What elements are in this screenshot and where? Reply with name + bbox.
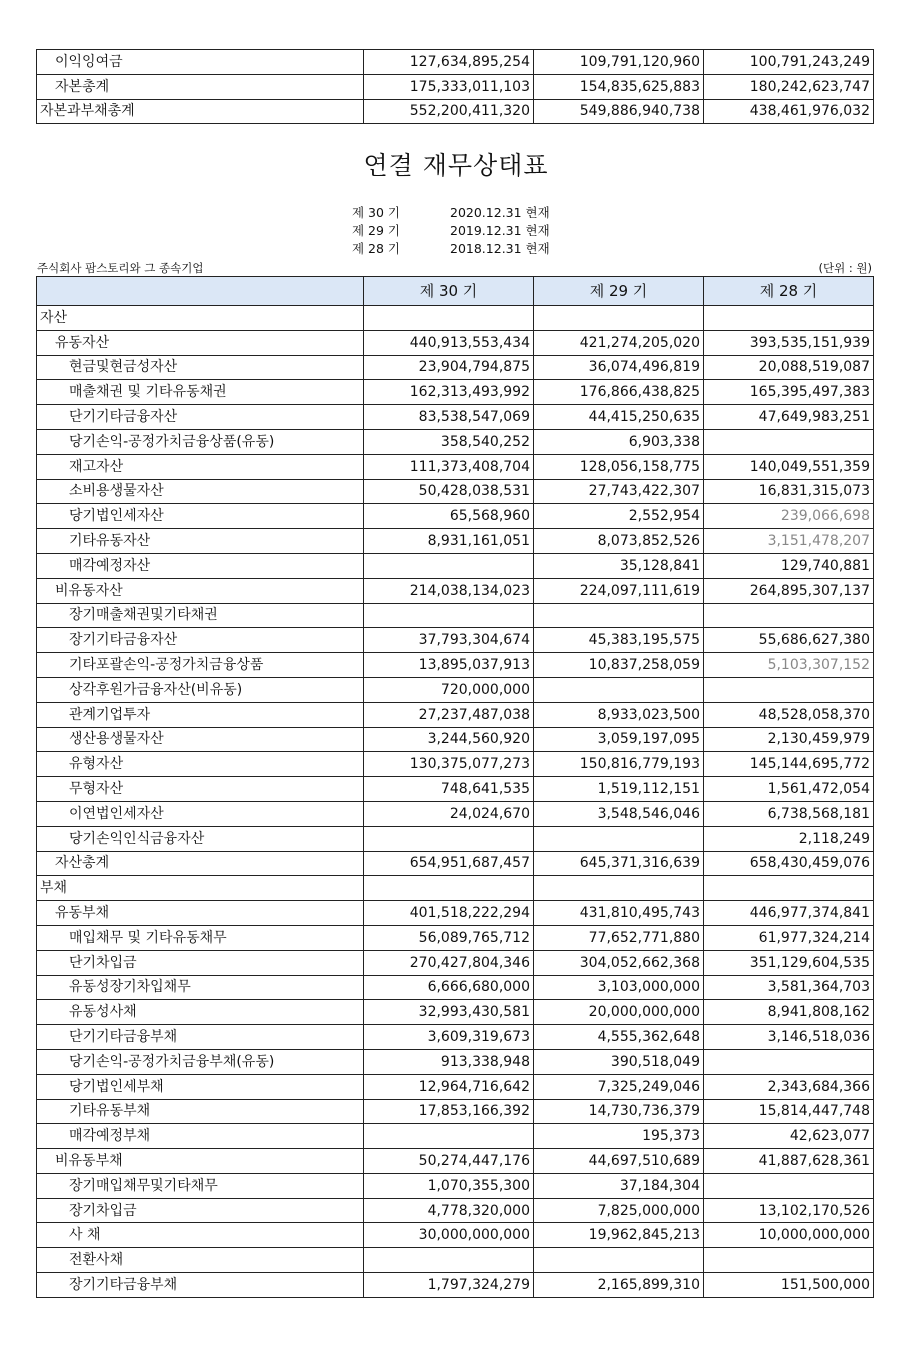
value-period-28: 351,129,604,535 [704, 950, 874, 975]
value-period-30: 440,913,553,434 [364, 330, 534, 355]
value-period-29: 4,555,362,648 [534, 1025, 704, 1050]
value-period-28: 47,649,983,251 [704, 405, 874, 430]
period-label: 제 29 기 [352, 223, 401, 238]
table-row [37, 975, 874, 1000]
value-period-29: 8,073,852,526 [534, 529, 704, 554]
value-period-28: 140,049,551,359 [704, 454, 874, 479]
table-row [37, 405, 874, 430]
table-row [37, 925, 874, 950]
value-period-30: 50,274,447,176 [364, 1149, 534, 1174]
value-period-28 [704, 429, 874, 454]
row-label: 유동자산 [37, 330, 364, 355]
table-row [37, 752, 874, 777]
value-period-30: 83,538,547,069 [364, 405, 534, 430]
value-period-30: 654,951,687,457 [364, 851, 534, 876]
period-list [352, 204, 550, 258]
value-period-30 [364, 826, 534, 851]
value-period-29 [534, 826, 704, 851]
value-period-29: 150,816,779,193 [534, 752, 704, 777]
value-period-28: 2,118,249 [704, 826, 874, 851]
row-label: 단기기타금융부채 [37, 1025, 364, 1050]
value-period-28: 5,103,307,152 [704, 653, 874, 678]
table-row [37, 529, 874, 554]
value-period-29: 10,837,258,059 [534, 653, 704, 678]
value-period-29 [534, 677, 704, 702]
row-label: 단기기타금융자산 [37, 405, 364, 430]
value-period-29: 304,052,662,368 [534, 950, 704, 975]
row-label: 자산 [37, 306, 364, 331]
value-period-30 [364, 1248, 534, 1273]
value-period-30: 162,313,493,992 [364, 380, 534, 405]
table-row [37, 50, 874, 75]
row-label: 사 채 [37, 1223, 364, 1248]
row-label: 상각후원가금융자산(비유동) [37, 677, 364, 702]
row-label: 장기차입금 [37, 1198, 364, 1223]
value-period-28 [704, 603, 874, 628]
value-period-29 [534, 603, 704, 628]
value-period-29: 195,373 [534, 1124, 704, 1149]
table-row [37, 653, 874, 678]
table-row [37, 1074, 874, 1099]
value-period-28: 151,500,000 [704, 1273, 874, 1298]
row-label: 당기손익-공정가치금융부채(유동) [37, 1049, 364, 1074]
value-period-28 [704, 1173, 874, 1198]
value-period-30 [364, 603, 534, 628]
value-period-28: 2,130,459,979 [704, 727, 874, 752]
row-label: 비유동자산 [37, 578, 364, 603]
value-period-30: 1,070,355,300 [364, 1173, 534, 1198]
value-period-30 [364, 1124, 534, 1149]
value-period-29: 35,128,841 [534, 553, 704, 578]
row-label: 현금및현금성자산 [37, 355, 364, 380]
header-row [37, 277, 874, 306]
value-period-29: 549,886,940,738 [534, 99, 704, 124]
value-period-30: 32,993,430,581 [364, 1000, 534, 1025]
value-period-28: 165,395,497,383 [704, 380, 874, 405]
value-period-28: 16,831,315,073 [704, 479, 874, 504]
row-label: 재고자산 [37, 454, 364, 479]
table-row [37, 1173, 874, 1198]
value-period-29: 44,415,250,635 [534, 405, 704, 430]
statement-title: 연결 재무상태표 [363, 151, 549, 180]
value-period-29: 2,552,954 [534, 504, 704, 529]
value-period-29: 45,383,195,575 [534, 628, 704, 653]
row-label: 매출채권 및 기타유동채권 [37, 380, 364, 405]
value-period-30: 8,931,161,051 [364, 529, 534, 554]
value-period-28: 264,895,307,137 [704, 578, 874, 603]
table-row [37, 504, 874, 529]
header-period-28: 제 28 기 [704, 277, 874, 306]
row-label: 장기매출채권및기타채권 [37, 603, 364, 628]
value-period-29: 421,274,205,020 [534, 330, 704, 355]
value-period-30: 130,375,077,273 [364, 752, 534, 777]
row-label: 부채 [37, 876, 364, 901]
row-label: 유동성사채 [37, 1000, 364, 1025]
value-period-28: 2,343,684,366 [704, 1074, 874, 1099]
table-row [37, 1000, 874, 1025]
value-period-28: 20,088,519,087 [704, 355, 874, 380]
value-period-30: 30,000,000,000 [364, 1223, 534, 1248]
table-row [37, 553, 874, 578]
row-label: 소비용생물자산 [37, 479, 364, 504]
period-label: 제 30 기 [352, 205, 401, 220]
table-row [37, 950, 874, 975]
row-label: 당기손익-공정가치금융상품(유동) [37, 429, 364, 454]
value-period-29: 1,519,112,151 [534, 777, 704, 802]
value-period-30: 401,518,222,294 [364, 901, 534, 926]
row-label: 장기기타금융부채 [37, 1273, 364, 1298]
value-period-28: 10,000,000,000 [704, 1223, 874, 1248]
row-label: 유동부채 [37, 901, 364, 926]
table-row [37, 1223, 874, 1248]
table-row [37, 1049, 874, 1074]
value-period-29: 390,518,049 [534, 1049, 704, 1074]
table-row [37, 801, 874, 826]
row-label: 생산용생물자산 [37, 727, 364, 752]
value-period-28: 129,740,881 [704, 553, 874, 578]
value-period-29: 36,074,496,819 [534, 355, 704, 380]
value-period-28: 41,887,628,361 [704, 1149, 874, 1174]
table-row [37, 727, 874, 752]
value-period-30: 6,666,680,000 [364, 975, 534, 1000]
row-label: 이연법인세자산 [37, 801, 364, 826]
value-period-29: 2,165,899,310 [534, 1273, 704, 1298]
value-period-28: 3,581,364,703 [704, 975, 874, 1000]
row-label: 장기기타금융자산 [37, 628, 364, 653]
value-period-29: 128,056,158,775 [534, 454, 704, 479]
value-period-30: 552,200,411,320 [364, 99, 534, 124]
value-period-29: 224,097,111,619 [534, 578, 704, 603]
value-period-29: 14,730,736,379 [534, 1099, 704, 1124]
value-period-28: 15,814,447,748 [704, 1099, 874, 1124]
value-period-30: 3,244,560,920 [364, 727, 534, 752]
value-period-28: 658,430,459,076 [704, 851, 874, 876]
table-row [37, 1025, 874, 1050]
value-period-29: 3,548,546,046 [534, 801, 704, 826]
value-period-28: 446,977,374,841 [704, 901, 874, 926]
value-period-28: 48,528,058,370 [704, 702, 874, 727]
period-date: 2018.12.31 현재 [450, 241, 550, 256]
value-period-28: 100,791,243,249 [704, 50, 874, 75]
table-row [37, 876, 874, 901]
value-period-28 [704, 1049, 874, 1074]
value-period-30: 175,333,011,103 [364, 74, 534, 99]
value-period-28: 8,941,808,162 [704, 1000, 874, 1025]
value-period-28: 13,102,170,526 [704, 1198, 874, 1223]
value-period-28 [704, 876, 874, 901]
row-label: 매각예정부채 [37, 1124, 364, 1149]
header-blank-cell [37, 277, 364, 306]
value-period-30: 27,237,487,038 [364, 702, 534, 727]
value-period-30: 270,427,804,346 [364, 950, 534, 975]
period-label: 제 28 기 [352, 241, 401, 256]
table-row [37, 901, 874, 926]
value-period-28: 438,461,976,032 [704, 99, 874, 124]
value-period-30: 3,609,319,673 [364, 1025, 534, 1050]
top-balance-table [36, 49, 874, 124]
row-label: 기타유동자산 [37, 529, 364, 554]
row-label: 매각예정자산 [37, 553, 364, 578]
row-label: 유형자산 [37, 752, 364, 777]
table-row [37, 99, 874, 124]
header-period-30: 제 30 기 [364, 277, 534, 306]
value-period-29: 7,825,000,000 [534, 1198, 704, 1223]
period-date: 2020.12.31 현재 [450, 205, 550, 220]
value-period-29: 20,000,000,000 [534, 1000, 704, 1025]
value-period-29: 645,371,316,639 [534, 851, 704, 876]
value-period-30: 23,904,794,875 [364, 355, 534, 380]
table-row [37, 826, 874, 851]
value-period-29: 7,325,249,046 [534, 1074, 704, 1099]
row-label: 자본과부채총계 [37, 99, 364, 124]
value-period-28: 180,242,623,747 [704, 74, 874, 99]
value-period-30: 111,373,408,704 [364, 454, 534, 479]
value-period-29: 77,652,771,880 [534, 925, 704, 950]
value-period-30: 4,778,320,000 [364, 1198, 534, 1223]
value-period-30: 12,964,716,642 [364, 1074, 534, 1099]
header-period-29: 제 29 기 [534, 277, 704, 306]
value-period-29: 3,059,197,095 [534, 727, 704, 752]
table-row [37, 380, 874, 405]
value-period-30: 13,895,037,913 [364, 653, 534, 678]
table-row [37, 1198, 874, 1223]
table-row [37, 429, 874, 454]
period-date: 2019.12.31 현재 [450, 223, 550, 238]
table-row [37, 306, 874, 331]
value-period-29: 109,791,120,960 [534, 50, 704, 75]
table-row [37, 677, 874, 702]
period-row [352, 204, 550, 222]
value-period-30 [364, 876, 534, 901]
table-row [37, 1099, 874, 1124]
row-label: 당기손익인식금융자산 [37, 826, 364, 851]
value-period-28 [704, 1248, 874, 1273]
row-label: 관계기업투자 [37, 702, 364, 727]
table-row [37, 851, 874, 876]
value-period-29: 154,835,625,883 [534, 74, 704, 99]
row-label: 자산총계 [37, 851, 364, 876]
table-row [37, 454, 874, 479]
value-period-28: 6,738,568,181 [704, 801, 874, 826]
period-row [352, 240, 550, 258]
value-period-30: 65,568,960 [364, 504, 534, 529]
value-period-28: 61,977,324,214 [704, 925, 874, 950]
value-period-30: 748,641,535 [364, 777, 534, 802]
row-label: 전환사채 [37, 1248, 364, 1273]
value-period-29: 44,697,510,689 [534, 1149, 704, 1174]
table-row [37, 578, 874, 603]
value-period-29 [534, 1248, 704, 1273]
row-label: 자본총계 [37, 74, 364, 99]
value-period-29 [534, 876, 704, 901]
value-period-30: 37,793,304,674 [364, 628, 534, 653]
table-row [37, 355, 874, 380]
table-row [37, 603, 874, 628]
value-period-29: 27,743,422,307 [534, 479, 704, 504]
value-period-30: 127,634,895,254 [364, 50, 534, 75]
row-label: 비유동부채 [37, 1149, 364, 1174]
value-period-29: 431,810,495,743 [534, 901, 704, 926]
value-period-28: 1,561,472,054 [704, 777, 874, 802]
value-period-29: 37,184,304 [534, 1173, 704, 1198]
table-row [37, 777, 874, 802]
value-period-30: 56,089,765,712 [364, 925, 534, 950]
row-label: 단기차입금 [37, 950, 364, 975]
value-period-29: 176,866,438,825 [534, 380, 704, 405]
row-label: 당기법인세부채 [37, 1074, 364, 1099]
value-period-30: 24,024,670 [364, 801, 534, 826]
table-row [37, 1124, 874, 1149]
row-label: 유동성장기차입채무 [37, 975, 364, 1000]
row-label: 기타포괄손익-공정가치금융상품 [37, 653, 364, 678]
value-period-30: 720,000,000 [364, 677, 534, 702]
value-period-28: 393,535,151,939 [704, 330, 874, 355]
row-label: 장기매입채무및기타채무 [37, 1173, 364, 1198]
value-period-29 [534, 306, 704, 331]
table-row [37, 702, 874, 727]
value-period-30: 1,797,324,279 [364, 1273, 534, 1298]
table-row [37, 330, 874, 355]
value-period-28: 55,686,627,380 [704, 628, 874, 653]
row-label: 무형자산 [37, 777, 364, 802]
value-period-30: 358,540,252 [364, 429, 534, 454]
value-period-28: 3,146,518,036 [704, 1025, 874, 1050]
table-row [37, 1248, 874, 1273]
value-period-28 [704, 306, 874, 331]
value-period-28 [704, 677, 874, 702]
table-row [37, 628, 874, 653]
value-period-28: 145,144,695,772 [704, 752, 874, 777]
balance-sheet-table [36, 276, 874, 1298]
table-row [37, 1149, 874, 1174]
value-period-28: 239,066,698 [704, 504, 874, 529]
value-period-30: 214,038,134,023 [364, 578, 534, 603]
value-period-28: 3,151,478,207 [704, 529, 874, 554]
period-row [352, 222, 550, 240]
value-period-29: 6,903,338 [534, 429, 704, 454]
value-period-30 [364, 306, 534, 331]
value-period-30: 17,853,166,392 [364, 1099, 534, 1124]
row-label: 매입채무 및 기타유동채무 [37, 925, 364, 950]
table-row [37, 1273, 874, 1298]
unit-label: (단위 : 원) [818, 261, 872, 275]
value-period-29: 19,962,845,213 [534, 1223, 704, 1248]
value-period-29: 8,933,023,500 [534, 702, 704, 727]
value-period-29: 3,103,000,000 [534, 975, 704, 1000]
table-row [37, 74, 874, 99]
row-label: 이익잉여금 [37, 50, 364, 75]
table-row [37, 479, 874, 504]
value-period-30: 50,428,038,531 [364, 479, 534, 504]
company-name: 주식회사 팜스토리와 그 종속기업 [37, 261, 204, 275]
value-period-30: 913,338,948 [364, 1049, 534, 1074]
value-period-30 [364, 553, 534, 578]
row-label: 기타유동부채 [37, 1099, 364, 1124]
row-label: 당기법인세자산 [37, 504, 364, 529]
value-period-28: 42,623,077 [704, 1124, 874, 1149]
